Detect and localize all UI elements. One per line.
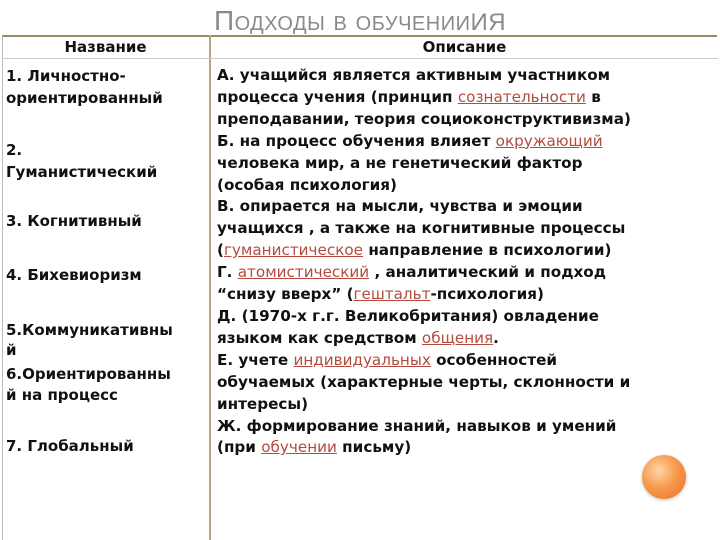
name-line: й (6, 341, 17, 359)
name-line: 7. Глобальный (6, 437, 134, 455)
header-rule (2, 58, 718, 59)
desc-line: преподавании, теория социоконструктивизма) (217, 109, 631, 128)
orange-orb-decoration (642, 455, 686, 499)
desc-line: (при обучении письму) (217, 438, 412, 457)
desc-line: Д. (1970-х г.г. Великобритания) овладение (217, 306, 599, 325)
link-gestalt[interactable]: гештальт (353, 285, 431, 304)
slide-title: Подходы в обученииия (213, 0, 507, 38)
link-atomistic[interactable]: атомистический (237, 263, 370, 282)
desc-line: А. учащийся является активным участником (217, 66, 611, 84)
description-block (217, 65, 715, 459)
desc-line: Е. учете индивидуальных особенностей (217, 350, 558, 369)
desc-line: Г. атомистический , аналитический и подход (217, 263, 606, 282)
desc-line: Б. на процесс обучения влияет окружающий (217, 131, 603, 150)
link-communication[interactable]: общения (421, 328, 494, 347)
desc-line: интересы) (217, 394, 309, 413)
link-consciousness[interactable]: сознательности (457, 87, 586, 106)
name-line: ориентированный (6, 89, 163, 107)
name-line: й на процесс (6, 386, 118, 404)
link-surrounding[interactable]: окружающий (495, 131, 603, 150)
header-description: Описание (422, 38, 507, 56)
name-line: 1. Личностно- (6, 67, 126, 85)
name-line: 6.Ориентированны (6, 365, 171, 383)
desc-line: человека мир, а не генетический фактор (217, 153, 583, 172)
name-line: Гуманистический (6, 163, 158, 181)
desc-line: (особая психология) (217, 175, 397, 194)
link-individual[interactable]: индивидуальных (293, 350, 431, 369)
name-line: 5.Коммуникативны (6, 321, 173, 339)
column-divider (209, 35, 211, 540)
link-humanistic[interactable]: гуманистическое (223, 241, 364, 260)
header-name: Название (64, 38, 147, 56)
slide-title-suffix: ия (470, 0, 507, 38)
desc-line: Ж. формирование знаний, навыков и умений (217, 416, 617, 435)
desc-line: языком как средством общения. (217, 328, 499, 347)
name-line: 4. Бихевиоризм (6, 266, 142, 284)
desc-line: В. опирается на мысли, чувства и эмоции (217, 197, 583, 216)
desc-line: учащихся , а также на когнитивные процессы (217, 219, 626, 238)
desc-line: процесса учения (принцип сознательности в (217, 87, 601, 106)
desc-line: (гуманистическое направление в психологии) (217, 241, 612, 260)
desc-line: обучаемых (характерные черты, склонности и (217, 372, 631, 391)
name-line: 2. (6, 141, 23, 159)
link-teaching[interactable]: обучении (261, 438, 337, 457)
name-line: 3. Когнитивный (6, 212, 142, 230)
desc-line: “снизу вверх” (гештальт-психология) (217, 285, 544, 304)
